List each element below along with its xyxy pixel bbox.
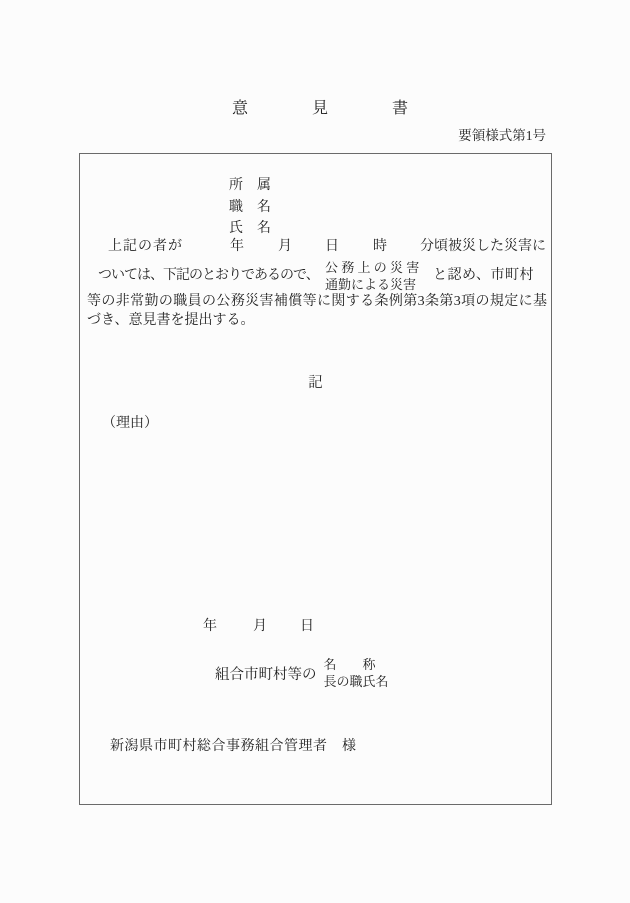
title-char-3: 書 — [392, 100, 409, 117]
footer-day-label: 日 — [300, 619, 314, 634]
addressee-line: 新潟県市町村総合事務組合管理者 様 — [110, 739, 357, 754]
choice-commuting: 通勤による災害 — [325, 276, 417, 292]
title-char-2: 見 — [312, 100, 329, 117]
choice-official-duty: 公 務 上 の 災 害 — [325, 260, 420, 275]
sentence-line2-lead: ついては、下記のとおりであるので、 — [98, 268, 319, 283]
issuer-name-title-stack — [324, 657, 389, 690]
reason-label: （理由） — [102, 416, 158, 431]
sentence-line1-suffix: 分頃被災した災害に — [420, 239, 546, 254]
issuer-label: 組合市町村等の — [215, 667, 317, 683]
title-char-1: 意 — [232, 100, 249, 117]
issuer-name-line: 名 称 — [323, 657, 376, 672]
document-title — [232, 100, 408, 118]
sentence-line1-prefix: 上記の者が — [108, 239, 183, 254]
disaster-type-choice — [325, 260, 429, 293]
affiliation-label: 所 属 — [229, 178, 271, 193]
blank-year-label: 年 — [230, 239, 244, 254]
footer-year-label: 年 — [203, 619, 217, 634]
footer-month-label: 月 — [253, 619, 267, 634]
form-border-box — [79, 153, 552, 805]
position-label: 職 名 — [229, 200, 271, 215]
issuer-block — [215, 657, 389, 690]
blank-day-label: 日 — [325, 239, 339, 254]
sentence-body: 等の非常勤の職員の公務災害補償等に関する条例第3条第3項の規定に基づき、意見書を提出する。 — [87, 294, 547, 328]
sentence-line2-tail: と認め、市町村 — [433, 268, 534, 283]
name-label: 氏 名 — [229, 221, 271, 236]
blank-month-label: 月 — [278, 239, 292, 254]
issuer-title-line: 長の職氏名 — [323, 673, 389, 689]
blank-hour-label: 時 — [373, 239, 387, 254]
form-code-label: 要領様式第1号 — [458, 128, 546, 143]
ki-heading: 記 — [308, 375, 323, 391]
